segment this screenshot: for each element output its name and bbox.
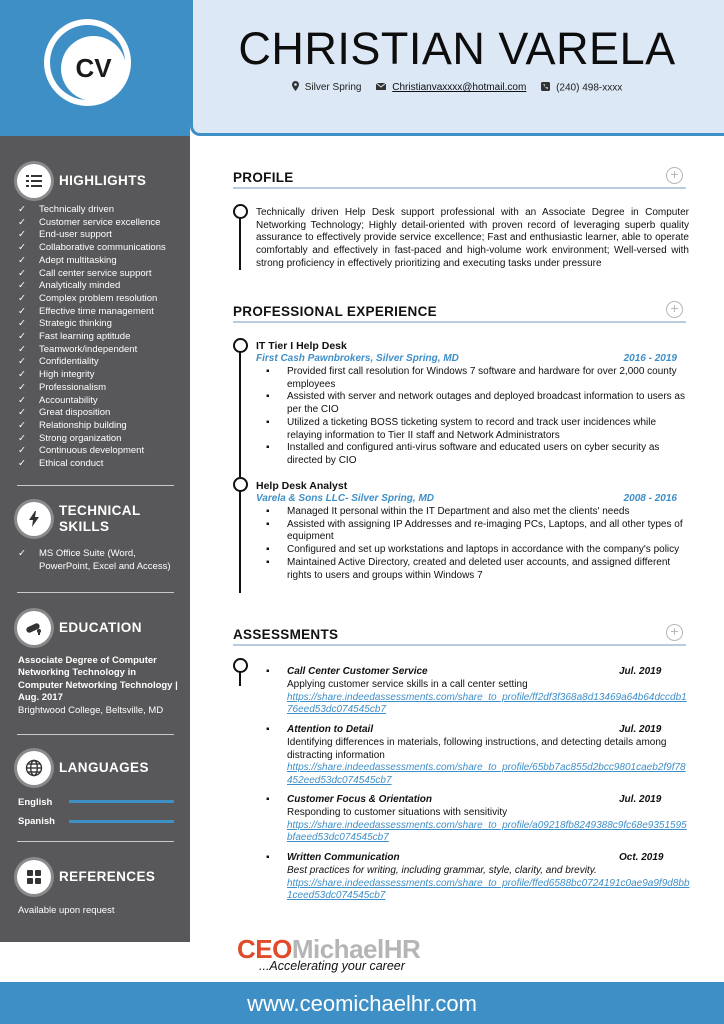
timeline-node: [233, 477, 248, 492]
highlight-text: Professionalism: [39, 381, 107, 393]
job-company: [256, 353, 677, 364]
assessment-body: [287, 807, 691, 845]
contact-location: [292, 81, 362, 94]
highlight-item: [18, 445, 166, 458]
language-english: English: [18, 797, 53, 808]
phone-text: (240) 498-xxxx: [556, 82, 623, 94]
location-text: Silver Spring: [304, 82, 362, 94]
job-bullet: ▪ Provided first call resolution for Windows 7 software and hardware for over 2,000 county employees: [266, 366, 687, 391]
highlight-text: Great disposition: [39, 407, 111, 419]
education-entry: [18, 655, 183, 717]
assessment-body: [287, 679, 691, 717]
check-icon: ✓: [18, 432, 26, 444]
highlight-item: [18, 268, 166, 281]
diploma-icon: [17, 611, 51, 645]
language-english-bar: [69, 800, 174, 803]
highlight-text: Collaborative communications: [39, 242, 166, 254]
job-company: [256, 493, 677, 504]
globe-icon: [17, 751, 51, 785]
assessment-title: Attention to Detail: [287, 724, 374, 735]
bullet-icon: ▪: [266, 794, 270, 805]
highlight-text: End-user support: [39, 229, 112, 241]
plus-icon: +: [666, 301, 683, 318]
highlight-item: [18, 369, 166, 382]
highlight-item: [18, 344, 166, 357]
profile-summary: Technically driven Help Desk support professional with an Associate Degree in Computer Networking Technology; Highly detail-oriented with proven record of leveraging superb quality assurance to effectively provide service excellence; Fast and enthusiastic learner, able to operate comfortably and effectively in fast-paced and high-volume work environment; Well-versed with strong proficiency in effectively prioritizing and executing tasks under pressure: [256, 207, 689, 269]
check-icon: ✓: [18, 419, 26, 431]
technical-skills-item: [18, 548, 183, 573]
timeline-line: [239, 491, 241, 593]
envelope-icon: [376, 82, 386, 93]
highlight-text: Customer service excellence: [39, 216, 161, 228]
assessments-heading: ASSESSMENTS: [233, 627, 339, 642]
highlight-text: Technically driven: [39, 204, 114, 215]
divider: [17, 734, 174, 735]
highlight-item: [18, 331, 166, 344]
timeline-line: [239, 352, 241, 477]
technical-heading-line-1: TECHNICAL: [59, 503, 141, 518]
job-bullets: [266, 506, 687, 582]
highlight-text: Confidentiality: [39, 356, 99, 368]
section-rule: [233, 321, 686, 323]
contact-email[interactable]: [376, 82, 526, 93]
highlight-item: [18, 280, 166, 293]
highlight-item: [18, 420, 166, 433]
location-pin-icon: [292, 81, 299, 94]
plus-icon: +: [666, 167, 683, 184]
languages-heading: LANGUAGES: [59, 760, 149, 775]
assessment-date: Oct. 2019: [619, 852, 664, 863]
check-icon: ✓: [18, 267, 26, 279]
technical-heading-line-2: SKILLS: [59, 519, 110, 534]
language-spanish: Spanish: [18, 816, 55, 827]
education-school: Brightwood College, Beltsville, MD: [18, 704, 164, 716]
job-bullet: ▪ Managed It personal within the IT Department and also met the clients' needs: [266, 506, 687, 519]
job-dates: 2016 - 2019: [623, 353, 677, 364]
bullet-icon: ▪: [266, 724, 270, 735]
bullet-icon: ▪: [266, 852, 270, 863]
section-rule: [233, 644, 686, 646]
job-title: Help Desk Analyst: [256, 480, 348, 492]
check-icon: ✓: [18, 292, 26, 304]
section-rule: [233, 187, 686, 189]
job-company-text: Varela & Sons LLC- Silver Spring, MD: [256, 493, 434, 504]
check-icon: ✓: [18, 381, 26, 393]
assessment-body: [287, 865, 691, 903]
highlight-text: Adept multitasking: [39, 254, 117, 266]
highlight-text: Strong organization: [39, 432, 122, 444]
check-icon: ✓: [18, 343, 26, 355]
timeline-node: [233, 658, 248, 673]
highlight-item: [18, 204, 166, 217]
highlight-item: [18, 433, 166, 446]
job-title: IT Tier I Help Desk: [256, 340, 347, 352]
cv-monogram: CV: [61, 36, 126, 101]
education-heading: EDUCATION: [59, 620, 142, 635]
highlight-text: Analytically minded: [39, 280, 121, 292]
check-icon: ✓: [18, 407, 26, 419]
check-icon: ✓: [18, 254, 26, 266]
check-icon: ✓: [18, 356, 26, 368]
highlight-text: Teamwork/independent: [39, 343, 138, 355]
highlight-text: Continuous development: [39, 445, 145, 457]
candidate-name: CHRISTIAN VARELA: [238, 23, 676, 74]
check-icon: ✓: [18, 216, 26, 228]
highlights-heading: HIGHLIGHTS: [59, 173, 147, 188]
job-bullet: ▪ Configured and set up workstations and laptops in accordance with the company's policy: [266, 544, 687, 557]
references-text: Available upon request: [18, 905, 115, 916]
check-icon: ✓: [18, 445, 26, 457]
assessment-title: Customer Focus & Orientation: [287, 794, 433, 805]
assessment-body: [287, 737, 691, 788]
highlight-text: Fast learning aptitude: [39, 331, 131, 343]
check-icon: ✓: [18, 204, 26, 215]
job-bullet: ▪ Utilized a ticketing BOSS ticketing system to record and track user incidences while relaying information to Tier II staff and Network Administrators: [266, 417, 687, 442]
assessment-date: Jul. 2019: [619, 724, 662, 735]
references-heading: REFERENCES: [59, 869, 156, 884]
assessment-title: Written Communication: [287, 852, 400, 863]
check-icon: ✓: [18, 331, 26, 343]
logo-michaelhr: MichaelHR: [291, 934, 421, 964]
assessment-link[interactable]: https://share.indeedassessments.com/share_to_profile/a09218fb8249388c9fc68e9351595bfaeed53dc074545cb7: [287, 819, 687, 844]
contact-line: [190, 81, 724, 94]
technical-skills-text: MS Office Suite (Word, PowerPoint, Excel and Access): [39, 548, 171, 572]
assessment-date: Jul. 2019: [619, 794, 662, 805]
highlight-text: Strategic thinking: [39, 318, 112, 330]
assessment-description: Best practices for writing, including grammar, style, clarity, and brevity.: [287, 865, 597, 876]
highlight-item: [18, 293, 166, 306]
highlight-item: [18, 382, 166, 395]
lightning-icon: [17, 502, 51, 536]
check-icon: ✓: [18, 458, 26, 470]
job-bullets: [266, 366, 687, 468]
assessment-date: Jul. 2019: [619, 666, 662, 677]
assessment-description: Identifying differences in materials, following instructions, and detecting details among distracting information: [287, 737, 667, 761]
highlight-text: Relationship building: [39, 419, 127, 431]
highlight-item: [18, 229, 166, 242]
highlight-item: [18, 242, 166, 255]
bullet-icon: ▪: [266, 666, 270, 677]
assessment-title: Call Center Customer Service: [287, 666, 428, 677]
highlight-item: [18, 395, 166, 408]
highlight-item: [18, 407, 166, 420]
experience-heading: PROFESSIONAL EXPERIENCE: [233, 304, 437, 319]
highlight-item: [18, 458, 166, 471]
check-icon: ✓: [18, 280, 26, 292]
highlight-text: Call center service support: [39, 267, 152, 279]
divider: [17, 592, 174, 593]
contact-phone: [541, 82, 622, 94]
highlight-text: Accountability: [39, 394, 98, 406]
plus-icon: +: [666, 624, 683, 641]
check-icon: ✓: [18, 548, 26, 559]
highlight-text: Complex problem resolution: [39, 292, 158, 304]
assessment-description: Responding to customer situations with sensitivity: [287, 807, 508, 818]
footer-url[interactable]: www.ceomichaelhr.com: [247, 991, 477, 1016]
highlight-item: [18, 217, 166, 230]
grid-icon: [17, 860, 51, 894]
logo-ceo: CEO: [237, 934, 292, 964]
timeline-node: [233, 204, 248, 219]
check-icon: ✓: [18, 394, 26, 406]
education-degree: Associate Degree of Computer Networking Technology in Computer Networking Technology | Aug. 2017: [18, 655, 178, 704]
highlight-text: Ethical conduct: [39, 458, 104, 470]
check-icon: ✓: [18, 369, 26, 381]
divider: [17, 485, 174, 486]
highlights-list: [18, 204, 166, 471]
check-icon: ✓: [18, 318, 26, 330]
phone-icon: [541, 82, 550, 94]
divider: [17, 841, 174, 842]
job-bullet: ▪ Installed and configured anti-virus software and educated users on cyber security as directed by CIO: [266, 442, 687, 467]
highlight-item: [18, 255, 166, 268]
highlight-text: High integrity: [39, 369, 95, 381]
job-company-text: First Cash Pawnbrokers, Silver Spring, MD: [256, 353, 459, 364]
job-bullet: ▪ Assisted with assigning IP Addresses and re-imaging PCs, Laptops, and all other types of equipment: [266, 519, 687, 544]
timeline-line: [239, 218, 241, 270]
highlight-item: [18, 356, 166, 369]
ceomichaelhr-logo: [237, 934, 427, 976]
language-spanish-bar: [69, 820, 174, 823]
email-link[interactable]: Christianvaxxxx@hotmail.com: [392, 82, 527, 94]
cv-badge: [44, 19, 131, 106]
assessment-link[interactable]: https://share.indeedassessments.com/share_to_profile/65bb7ac855d2bcc9801caeb2f9f78452eed53dc074545cb7: [287, 762, 686, 787]
list-icon: [17, 164, 51, 198]
highlight-text: Effective time management: [39, 305, 154, 317]
profile-heading: PROFILE: [233, 170, 294, 185]
check-icon: ✓: [18, 305, 26, 317]
highlight-item: [18, 318, 166, 331]
logo-tagline: ...Accelerating your career: [259, 959, 405, 973]
timeline-line: [239, 672, 241, 686]
job-bullet: ▪ Maintained Active Directory, created and deleted user accounts, and assigned different rights to users and groups within Windows 7: [266, 557, 687, 582]
assessment-link[interactable]: https://share.indeedassessments.com/share_to_profile/ffed6588bc0724191c0ae9a9f9d8bb1ceed53dc074545cb7: [287, 877, 690, 902]
highlight-item: [18, 306, 166, 319]
check-icon: ✓: [18, 229, 26, 241]
check-icon: ✓: [18, 242, 26, 254]
timeline-node: [233, 338, 248, 353]
job-dates: 2008 - 2016: [623, 493, 677, 504]
assessment-description: Applying customer service skills in a call center setting: [287, 679, 528, 690]
assessment-link[interactable]: https://share.indeedassessments.com/share_to_profile/ff2df3f368a8d13469a64b64dccdb176eed53dc074545cb7: [287, 691, 687, 716]
job-bullet: ▪ Assisted with server and network outages and deployed broadcast information to users as per the CIO: [266, 391, 687, 416]
technical-skills-heading: [59, 503, 141, 535]
